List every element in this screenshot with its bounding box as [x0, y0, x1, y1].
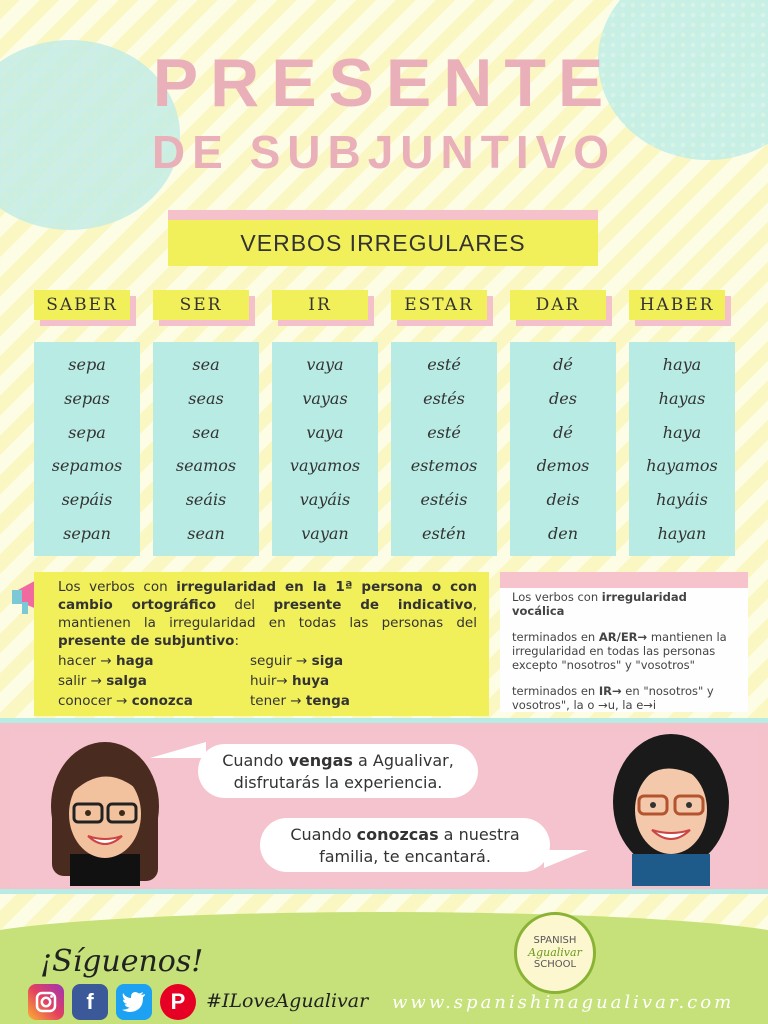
- verb-column-ir: [272, 290, 378, 543]
- conjugation-form: dé: [553, 355, 573, 375]
- section-banner: [168, 210, 598, 266]
- example-list: [58, 652, 477, 710]
- example-item: salir → salga: [58, 673, 147, 689]
- hashtag: #ILoveAgualivar: [206, 990, 369, 1012]
- verb-column-estar: [391, 290, 497, 543]
- verb-heading: SER: [153, 290, 249, 320]
- rule1-text: Los verbos con irregularidad en la 1ª persona o con cambio ortográfico del presente de indicativo, mantienen la irregularidad en todas las personas del presente de subjuntivo:: [58, 579, 478, 649]
- conjugation-form: sepan: [63, 523, 111, 543]
- rule2-ar-er: terminados en AR/ER→ mantienen la irregularidad en todas las personas excepto "nosotros" y "vosotros": [512, 630, 727, 672]
- conjugation-form: sepa: [68, 422, 106, 442]
- conjugation-form: sean: [187, 523, 225, 543]
- rule-vowel-change: [500, 572, 748, 712]
- banner-label: VERBOS IRREGULARES: [168, 220, 598, 266]
- verb-column-ser: [153, 290, 259, 543]
- conjugation-list: [34, 342, 140, 556]
- conjugation-form: sea: [192, 422, 220, 442]
- conjugation-form: vayan: [301, 523, 349, 543]
- conjugation-form: vayáis: [299, 489, 351, 509]
- conjugation-form: demos: [536, 456, 590, 476]
- example-item: tener → tenga: [250, 693, 350, 709]
- rule2-intro: Los verbos con irregularidad vocálica: [512, 590, 687, 618]
- example-item: huir→ huya: [250, 673, 330, 689]
- conjugation-form: haya: [662, 355, 702, 375]
- conjugation-list: [629, 342, 735, 556]
- conjugation-form: vaya: [306, 422, 344, 442]
- conjugation-list: [391, 342, 497, 556]
- conjugation-form: sea: [192, 355, 220, 375]
- conjugation-form: vayas: [302, 388, 348, 408]
- verb-heading: DAR: [510, 290, 606, 320]
- instagram-icon[interactable]: [28, 984, 64, 1020]
- verb-heading: ESTAR: [391, 290, 487, 320]
- conjugation-form: seáis: [185, 489, 227, 509]
- conjugation-form: hayas: [658, 388, 706, 408]
- verb-heading: IR: [272, 290, 368, 320]
- conjugation-form: sepáis: [61, 489, 113, 509]
- speech-bubble-2: Cuando conozcas a nuestra familia, te encantará.: [260, 818, 550, 872]
- follow-us-label: ¡Síguenos!: [40, 944, 204, 979]
- conjugation-form: des: [549, 388, 577, 408]
- conjugation-list: [153, 342, 259, 556]
- pinterest-icon[interactable]: P: [160, 984, 196, 1020]
- rule2-ir: terminados en IR→ en "nosotros" y vosotros", la o →u, la e→i: [512, 684, 714, 712]
- school-logo: SPANISH Agualivar SCHOOL: [514, 912, 596, 994]
- verb-column-haber: [629, 290, 735, 543]
- conjugation-form: hayan: [657, 523, 707, 543]
- rule-ortographic-change: [34, 572, 489, 716]
- verb-heading: HABER: [629, 290, 725, 320]
- conjugation-form: estemos: [410, 456, 478, 476]
- conjugation-form: hayamos: [646, 456, 718, 476]
- conjugation-form: estén: [422, 523, 466, 543]
- conjugation-form: vayamos: [289, 456, 361, 476]
- conjugation-form: sepas: [64, 388, 110, 408]
- conjugation-form: haya: [662, 422, 702, 442]
- conjugation-form: seas: [188, 388, 224, 408]
- verb-column-saber: [34, 290, 140, 543]
- conjugation-form: dé: [553, 422, 573, 442]
- conjugation-list: [510, 342, 616, 556]
- avatar-right: [606, 730, 736, 886]
- conjugation-form: estéis: [420, 489, 468, 509]
- website-link[interactable]: www.spanishinagualivar.com: [392, 992, 735, 1013]
- avatar-left: [40, 736, 170, 886]
- conjugation-form: hayáis: [656, 489, 708, 509]
- example-item: conocer → conozca: [58, 693, 193, 709]
- facebook-icon[interactable]: f: [72, 984, 108, 1020]
- conjugation-form: esté: [427, 355, 461, 375]
- conjugation-form: vaya: [306, 355, 344, 375]
- title-line-2: DE SUBJUNTIVO: [151, 126, 617, 178]
- verb-heading: SABER: [34, 290, 130, 320]
- conjugation-form: deis: [546, 489, 580, 509]
- speech-bubble-1: Cuando vengas a Agualivar, disfrutarás la experiencia.: [198, 744, 478, 798]
- conjugation-form: sepamos: [51, 456, 123, 476]
- conjugation-form: estés: [423, 388, 465, 408]
- twitter-icon[interactable]: [116, 984, 152, 1020]
- conjugation-form: sepa: [68, 355, 106, 375]
- conjugation-list: [272, 342, 378, 556]
- title-line-1: PRESENTE: [152, 45, 616, 121]
- example-item: hacer → haga: [58, 653, 154, 669]
- conjugation-form: seamos: [175, 456, 237, 476]
- conjugation-form: esté: [427, 422, 461, 442]
- verb-column-dar: [510, 290, 616, 543]
- conjugation-form: den: [547, 523, 578, 543]
- example-item: seguir → siga: [250, 653, 344, 669]
